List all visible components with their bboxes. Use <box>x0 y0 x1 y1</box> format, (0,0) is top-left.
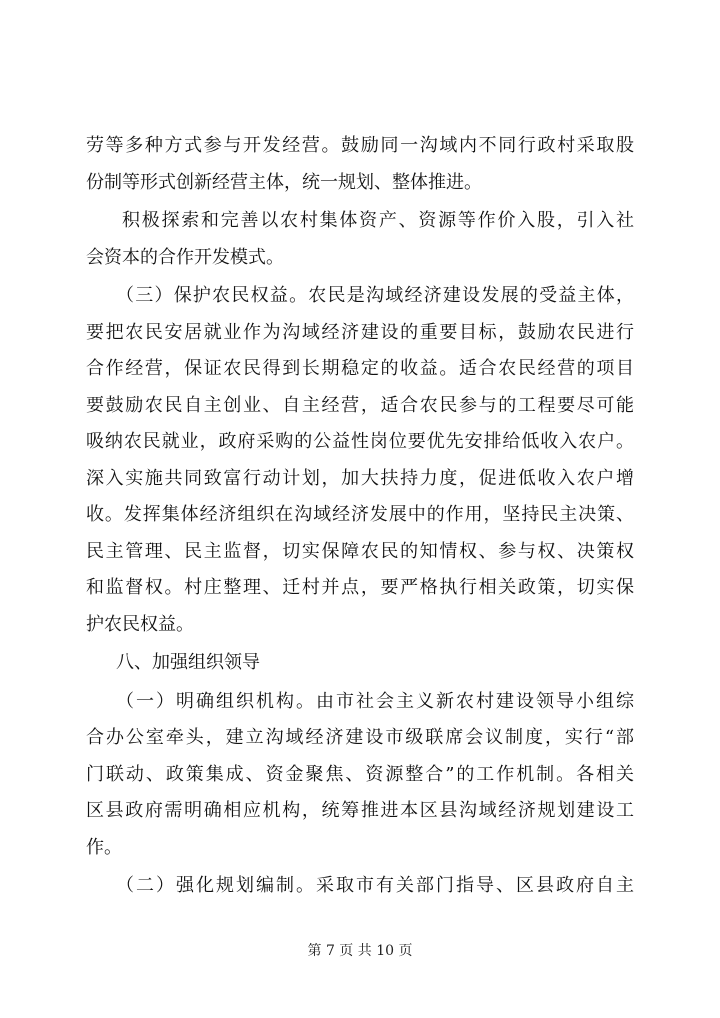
text-line: 份制等形式创新经营主体，统一规划、整体推进。 <box>86 171 482 193</box>
text-line: （一）明确组织机构。由市社会主义新农村建设领导小组综 <box>116 690 634 712</box>
page-number-footer: 第 7 页 共 10 页 <box>307 943 413 959</box>
document-body <box>86 128 634 905</box>
text-line: （三）保护农民权益。农民是沟域经济建设发展的受益主体， <box>116 285 634 306</box>
section-heading: 八、加强组织领导 <box>116 652 260 673</box>
text-line: 和监督权。村庄整理、迁村并点，要严格执行相关政策，切实保 <box>86 577 634 598</box>
text-line: 区县政府需明确相应机构，统筹推进本区县沟域经济规划建设工 <box>86 800 634 821</box>
text-line: 合办公室牵头，建立沟域经济建设市级联席会议制度，实行“部 <box>86 727 634 748</box>
text-line: 积极探索和完善以农村集体资产、资源等作价入股，引入社 <box>122 210 634 231</box>
text-line: 吸纳农民就业，政府采购的公益性岗位要优先安排给低收入农户。 <box>86 431 634 452</box>
text-line: 要把农民安居就业作为沟域经济建设的重要目标，鼓励农民进行 <box>86 321 634 343</box>
text-line: 劳等多种方式参与开发经营。鼓励同一沟域内不同行政村采取股 <box>86 135 634 156</box>
text-line: 收。发挥集体经济组织在沟域经济发展中的作用，坚持民主决策、 <box>86 504 634 525</box>
text-line: 民主管理、民主监督，切实保障农民的知情权、参与权、决策权 <box>86 540 634 562</box>
text-line: 会资本的合作开发模式。 <box>86 246 284 268</box>
text-line: 深入实施共同致富行动计划，加大扶持力度，促进低收入农户增 <box>86 467 634 489</box>
text-line: （二）强化规划编制。采取市有关部门指导、区县政府自主 <box>116 875 634 896</box>
text-line: 作。 <box>86 836 122 858</box>
text-line: 护农民权益。 <box>86 613 194 635</box>
text-line: 合作经营，保证农民得到长期稳定的收益。适合农民经营的项目 <box>86 358 634 379</box>
text-line: 要鼓励农民自主创业、自主经营，适合农民参与的工程要尽可能 <box>86 394 634 416</box>
text-line: 门联动、政策集成、资金聚焦、资源整合”的工作机制。各相关 <box>86 763 634 785</box>
